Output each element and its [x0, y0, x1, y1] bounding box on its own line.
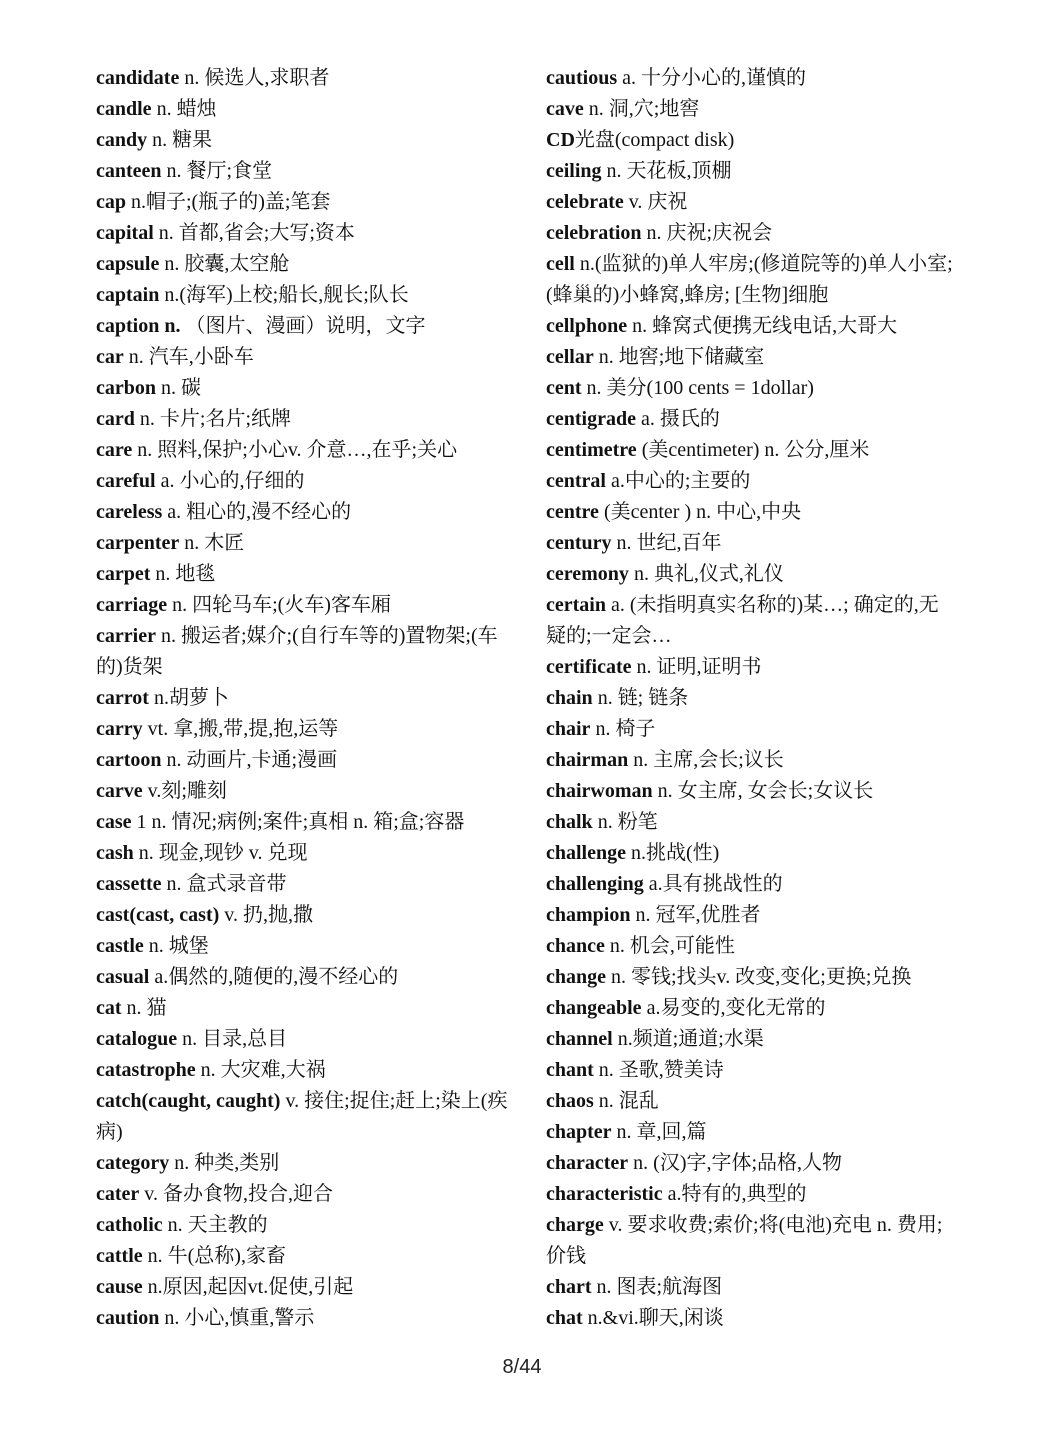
definition: n. 碳 [156, 377, 201, 399]
dictionary-entry [96, 1086, 516, 1148]
dictionary-entry [546, 590, 956, 652]
definition: (美centimeter) n. 公分,厘米 [636, 439, 870, 461]
headword: caution [96, 1307, 160, 1329]
definition: n.(监狱的)单人牢房;(修道院等的)单人小室;(蜂巢的)小蜂窝,蜂房; [生物]细胞 [546, 253, 953, 306]
definition: 1 n. 情况;病例;案件;真相 n. 箱;盒;容器 [131, 811, 465, 833]
headword: channel [546, 1028, 613, 1050]
dictionary-entry [546, 745, 956, 776]
headword: chapter [546, 1121, 612, 1143]
headword: character [546, 1152, 629, 1174]
headword: catalogue [96, 1028, 178, 1050]
definition: a. 粗心的,漫不经心的 [162, 501, 352, 523]
dictionary-entry [96, 466, 516, 497]
headword: cat [96, 997, 122, 1019]
definition: n. 天花板,顶棚 [601, 160, 732, 182]
dictionary-entry [96, 373, 516, 404]
definition: n. 庆祝;庆祝会 [641, 222, 773, 244]
definition: v.刻;雕刻 [142, 780, 227, 802]
dictionary-entry [96, 559, 516, 590]
headword: careful [96, 470, 156, 492]
definition: v. 要求收费;索价;将(电池)充电 n. 费用;价钱 [546, 1214, 943, 1267]
dictionary-entry [96, 342, 516, 373]
dictionary-entry [96, 1148, 516, 1179]
dictionary-entry [96, 187, 516, 218]
definition: n. 图表;航海图 [591, 1276, 723, 1298]
dictionary-entry [96, 218, 516, 249]
definition: n. 蜂窝式便携无线电话,大哥大 [627, 315, 898, 337]
headword: changeable [546, 997, 642, 1019]
definition: n. 四轮马车;(火车)客车厢 [167, 594, 391, 616]
dictionary-entry [546, 311, 956, 342]
dictionary-entry [546, 962, 956, 993]
headword: chairwoman [546, 780, 653, 802]
definition: n. 胶囊,太空舱 [159, 253, 290, 275]
dictionary-entry [96, 621, 516, 683]
definition: n.(海军)上校;船长,舰长;队长 [159, 284, 409, 306]
definition: v. 扔,抛,撒 [219, 904, 313, 926]
dictionary-entry [546, 714, 956, 745]
definition: n.频道;通道;水渠 [612, 1028, 764, 1050]
dictionary-entry [96, 1024, 516, 1055]
definition: a. (未指明真实名称的)某…; 确定的,无疑的;一定会… [546, 594, 939, 647]
definition: n.胡萝卜 [148, 687, 229, 709]
definition: n. 女主席, 女会长;女议长 [652, 780, 874, 802]
headword: chaos [546, 1090, 594, 1112]
headword: chalk [546, 811, 593, 833]
definition: a.具有挑战性的 [643, 873, 783, 895]
headword: catastrophe [96, 1059, 196, 1081]
headword: cautious [546, 67, 618, 89]
headword: chain [546, 687, 593, 709]
dictionary-entry [96, 435, 516, 466]
dictionary-entry [546, 869, 956, 900]
headword: carve [96, 780, 143, 802]
headword: captain [96, 284, 160, 306]
headword: chart [546, 1276, 592, 1298]
headword: careless [96, 501, 163, 523]
dictionary-entry [546, 1024, 956, 1055]
dictionary-entry [96, 404, 516, 435]
definition: vt. 拿,搬,带,提,抱,运等 [142, 718, 339, 740]
definition: n. 机会,可能性 [604, 935, 735, 957]
dictionary-entry [96, 1303, 516, 1334]
dictionary-entry [546, 1148, 956, 1179]
headword: carbon [96, 377, 156, 399]
headword: candidate [96, 67, 180, 89]
right-column [546, 63, 956, 1334]
dictionary-entry [546, 528, 956, 559]
headword: care [96, 439, 133, 461]
definition: n. 候选人,求职者 [179, 67, 330, 89]
definition: n. 椅子 [590, 718, 656, 740]
dictionary-entry [546, 435, 956, 466]
definition: a. 小心的,仔细的 [155, 470, 305, 492]
definition: n. 链; 链条 [592, 687, 689, 709]
headword: carrot [96, 687, 149, 709]
definition: n. 动画片,卡通;漫画 [161, 749, 338, 771]
dictionary-entry [546, 776, 956, 807]
headword: ceremony [546, 563, 629, 585]
headword: change [546, 966, 606, 988]
headword: case [96, 811, 132, 833]
dictionary-entry [96, 993, 516, 1024]
dictionary-entry [96, 156, 516, 187]
dictionary-entry [96, 249, 516, 280]
definition: n. 搬运者;媒介;(自行车等的)置物架;(车的)货架 [96, 625, 498, 678]
headword: chairman [546, 749, 629, 771]
definition: n.帽子;(瓶子的)盖;笔套 [126, 191, 331, 213]
headword: cellar [546, 346, 594, 368]
headword: centimetre [546, 439, 637, 461]
dictionary-entry [546, 249, 956, 311]
definition: a. 摄氏的 [635, 408, 720, 430]
definition: n. 餐厅;食堂 [161, 160, 273, 182]
definition: n. 冠军,优胜者 [630, 904, 761, 926]
dictionary-entry [96, 94, 516, 125]
dictionary-entry [96, 63, 516, 94]
dictionary-entry [96, 714, 516, 745]
definition: n. 大灾难,大祸 [195, 1059, 326, 1081]
dictionary-entry [96, 1241, 516, 1272]
definition: n. 汽车,小卧车 [123, 346, 254, 368]
headword: cent [546, 377, 582, 399]
headword: capsule [96, 253, 160, 275]
dictionary-entry [546, 497, 956, 528]
dictionary-entry [546, 1179, 956, 1210]
definition: n.挑战(性) [626, 842, 720, 864]
dictionary-entry [96, 311, 516, 342]
definition: n. 牛(总称),家畜 [142, 1245, 286, 1267]
headword: certificate [546, 656, 632, 678]
definition: n. 小心,慎重,警示 [159, 1307, 315, 1329]
dictionary-entry [96, 838, 516, 869]
headword: cellphone [546, 315, 628, 337]
dictionary-entry [546, 838, 956, 869]
headword: centigrade [546, 408, 636, 430]
dictionary-entry [546, 1055, 956, 1086]
dictionary-entry [96, 1179, 516, 1210]
page-number: 8/44 [502, 1356, 542, 1378]
dictionary-entry [546, 404, 956, 435]
headword: chance [546, 935, 605, 957]
headword: casual [96, 966, 150, 988]
dictionary-entry [546, 125, 956, 156]
dictionary-entry [96, 807, 516, 838]
headword: cause [96, 1276, 143, 1298]
definition: a.偶然的,随便的,漫不经心的 [149, 966, 399, 988]
definition: n. 洞,穴;地窖 [583, 98, 700, 120]
headword: card [96, 408, 135, 430]
definition: （图片、漫画）说明，文字 [180, 315, 426, 337]
dictionary-entry [546, 1272, 956, 1303]
headword: charge [546, 1214, 604, 1236]
definition: n. 混乱 [593, 1090, 659, 1112]
definition: n. 美分(100 cents = 1dollar) [581, 377, 814, 399]
headword: central [546, 470, 606, 492]
headword: carpenter [96, 532, 180, 554]
headword: canteen [96, 160, 162, 182]
dictionary-entry [96, 745, 516, 776]
headword: ceiling [546, 160, 602, 182]
definition: n. 证明,证明书 [631, 656, 762, 678]
headword: champion [546, 904, 631, 926]
definition: n. 盒式录音带 [161, 873, 287, 895]
dictionary-entry [546, 156, 956, 187]
dictionary-entry [96, 683, 516, 714]
definition: n. 粉笔 [592, 811, 658, 833]
dictionary-entry [96, 869, 516, 900]
definition: n. (汉)字,字体;品格,人物 [628, 1152, 843, 1174]
headword: CD [546, 129, 575, 151]
definition: n. 零钱;找头v. 改变,变化;更换;兑换 [606, 966, 912, 988]
dictionary-entry [96, 1055, 516, 1086]
headword: carrier [96, 625, 156, 647]
headword: car [96, 346, 124, 368]
definition: n. 圣歌,赞美诗 [593, 1059, 724, 1081]
definition: n. 地窖;地下储藏室 [593, 346, 765, 368]
definition: a.中心的;主要的 [605, 470, 751, 492]
headword: candle [96, 98, 152, 120]
dictionary-entry [546, 900, 956, 931]
dictionary-entry [546, 993, 956, 1024]
dictionary-entry [546, 1303, 956, 1334]
headword: characteristic [546, 1183, 663, 1205]
dictionary-entry [546, 218, 956, 249]
dictionary-entry [96, 590, 516, 621]
headword: category [96, 1152, 170, 1174]
dictionary-entry [546, 342, 956, 373]
dictionary-entry [546, 652, 956, 683]
headword: chat [546, 1307, 583, 1329]
definition: n. 典礼,仪式,礼仪 [628, 563, 784, 585]
definition: n. 目录,总目 [177, 1028, 288, 1050]
definition: v. 接住;捉住;赶上;染上(疾病) [96, 1090, 508, 1143]
definition: n. 木匠 [179, 532, 245, 554]
definition: (美center ) n. 中心,中央 [598, 501, 802, 523]
definition: n. 章,回,篇 [611, 1121, 707, 1143]
headword: cell [546, 253, 575, 275]
left-column [96, 63, 516, 1334]
dictionary-entry [546, 1086, 956, 1117]
definition: n. 照料,保护;小心v. 介意…,在乎;关心 [132, 439, 458, 461]
headword: cartoon [96, 749, 162, 771]
headword: cash [96, 842, 134, 864]
definition: n. 世纪,百年 [611, 532, 722, 554]
dictionary-entry [96, 280, 516, 311]
dictionary-entry [546, 931, 956, 962]
dictionary-entry [96, 528, 516, 559]
dictionary-entry [546, 807, 956, 838]
dictionary-entry [96, 1272, 516, 1303]
definition: 光盘(compact disk) [574, 129, 735, 151]
headword: candy [96, 129, 148, 151]
headword: cattle [96, 1245, 143, 1267]
definition: a. 十分小心的,谨慎的 [617, 67, 807, 89]
dictionary-entry [546, 63, 956, 94]
headword: castle [96, 935, 144, 957]
definition: v. 庆祝 [623, 191, 688, 213]
definition: n. 卡片;名片;纸牌 [134, 408, 292, 430]
headword: challenge [546, 842, 626, 864]
dictionary-entry [96, 931, 516, 962]
headword: catholic [96, 1214, 163, 1236]
headword: catch(caught, caught) [96, 1090, 281, 1112]
headword: celebrate [546, 191, 624, 213]
headword: celebration [546, 222, 642, 244]
definition: n. 首都,省会;大写;资本 [153, 222, 355, 244]
dictionary-entry [96, 1210, 516, 1241]
headword: chair [546, 718, 591, 740]
headword: cap [96, 191, 126, 213]
dictionary-entry [96, 125, 516, 156]
dictionary-entry [546, 683, 956, 714]
dictionary-entry [546, 94, 956, 125]
headword: cater [96, 1183, 140, 1205]
definition: n. 主席,会长;议长 [628, 749, 784, 771]
dictionary-entry [546, 187, 956, 218]
definition: n. 猫 [121, 997, 167, 1019]
headword: chant [546, 1059, 594, 1081]
headword: carry [96, 718, 143, 740]
definition: n. 天主教的 [162, 1214, 268, 1236]
dictionary-entry [546, 559, 956, 590]
dictionary-entry [96, 962, 516, 993]
definition: n. 城堡 [143, 935, 209, 957]
headword: cassette [96, 873, 162, 895]
definition: a.特有的,典型的 [662, 1183, 807, 1205]
dictionary-entry [96, 497, 516, 528]
headword: certain [546, 594, 606, 616]
dictionary-entry [96, 776, 516, 807]
dictionary-entry [546, 466, 956, 497]
headword: centre [546, 501, 599, 523]
headword: cave [546, 98, 584, 120]
definition: n. 地毯 [150, 563, 216, 585]
headword: caption n. [96, 315, 181, 337]
headword: carriage [96, 594, 168, 616]
definition: n.&vi.聊天,闲谈 [582, 1307, 724, 1329]
definition: n. 现金,现钞 v. 兑现 [133, 842, 308, 864]
headword: capital [96, 222, 154, 244]
definition: n. 蜡烛 [151, 98, 217, 120]
definition: v. 备办食物,投合,迎合 [139, 1183, 333, 1205]
headword: challenging [546, 873, 644, 895]
headword: century [546, 532, 612, 554]
definition: n.原因,起因vt.促使,引起 [142, 1276, 354, 1298]
dictionary-entry [546, 373, 956, 404]
dictionary-entry [546, 1117, 956, 1148]
dictionary-entry [546, 1210, 956, 1272]
definition: n. 种类,类别 [169, 1152, 280, 1174]
headword: cast(cast, cast) [96, 904, 220, 926]
dictionary-entry [96, 900, 516, 931]
definition: n. 糖果 [147, 129, 213, 151]
definition: a.易变的,变化无常的 [641, 997, 826, 1019]
headword: carpet [96, 563, 151, 585]
